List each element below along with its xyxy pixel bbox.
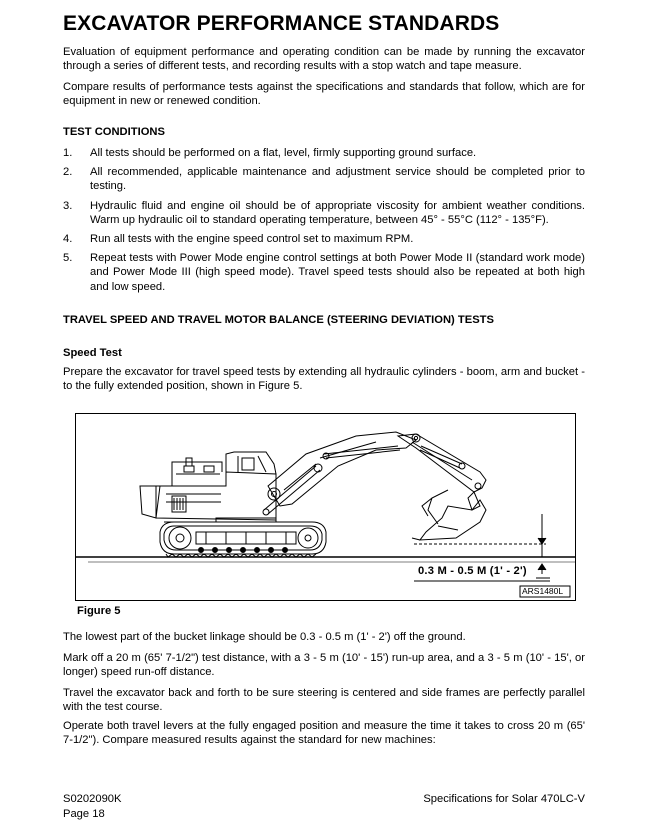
body-paragraph-4: Operate both travel levers at the fully engaged position and measure the time it takes to cross 20 m (65' 7-1/2"). Compare measured results against the standard for new machines: <box>63 720 585 747</box>
intro-paragraph-1: Evaluation of equipment performance and operating condition can be made by running the excavator through a series of different tests, and recording results with a stop watch and tape measure. <box>63 46 585 73</box>
list-item: 2. All recommended, applicable maintenance and adjustment service should be completed prior to testing. <box>63 166 585 193</box>
footer-page-number: Page 18 <box>63 808 105 820</box>
speed-test-subheading: Speed Test <box>63 347 122 359</box>
footer-spec-title: Specifications for Solar 470LC-V <box>423 793 585 805</box>
list-item: 5. Repeat tests with Power Mode engine control settings at both Power Mode II (standard work mode) and Power Mode III (high speed mode). Travel speed tests should also be repeated at both high and low speed. <box>63 252 585 293</box>
body-paragraph-3: Travel the excavator back and forth to be sure steering is centered and side frames are perfectly parallel with the test course. <box>63 687 585 714</box>
list-item: 3. Hydraulic fluid and engine oil should be of appropriate viscosity for ambient weather conditions. Warm up hydraulic oil to standard operating temperature, between 45° - 55°C (112° - 135°F). <box>63 199 585 226</box>
figure-caption: Figure 5 <box>77 605 121 617</box>
list-item: 1. All tests should be performed on a flat, level, firmly supporting ground surface. <box>63 147 477 159</box>
footer-doc-code: S0202090K <box>63 793 122 805</box>
body-paragraph-2: Mark off a 20 m (65' 7-1/2") test distance, with a 3 - 5 m (10' - 15') run-up area, and a 3 - 5 m (10' - 15', or longer) speed run-off distance. <box>63 652 585 679</box>
travel-speed-heading: TRAVEL SPEED AND TRAVEL MOTOR BALANCE (STEERING DEVIATION) TESTS <box>63 314 494 326</box>
figure-5-frame <box>75 413 576 601</box>
measurement-label: 0.3 M - 0.5 M (1' - 2') <box>418 565 527 577</box>
figure-ref-code: ARS1480L <box>522 586 564 596</box>
body-paragraph-1: The lowest part of the bucket linkage should be 0.3 - 0.5 m (1' - 2') off the ground. <box>63 631 466 643</box>
page-title: EXCAVATOR PERFORMANCE STANDARDS <box>63 12 500 35</box>
intro-paragraph-2: Compare results of performance tests against the specifications and standards that follow, which are for equipment in new or renewed condition. <box>63 81 585 108</box>
test-conditions-list <box>63 146 585 299</box>
list-item: 4. Run all tests with the engine speed control set to maximum RPM. <box>63 233 414 246</box>
test-conditions-heading: TEST CONDITIONS <box>63 126 165 138</box>
speed-test-intro: Prepare the excavator for travel speed tests by extending all hydraulic cylinders - boom, arm and bucket - to the fully extended position, shown in Figure 5. <box>63 366 585 393</box>
